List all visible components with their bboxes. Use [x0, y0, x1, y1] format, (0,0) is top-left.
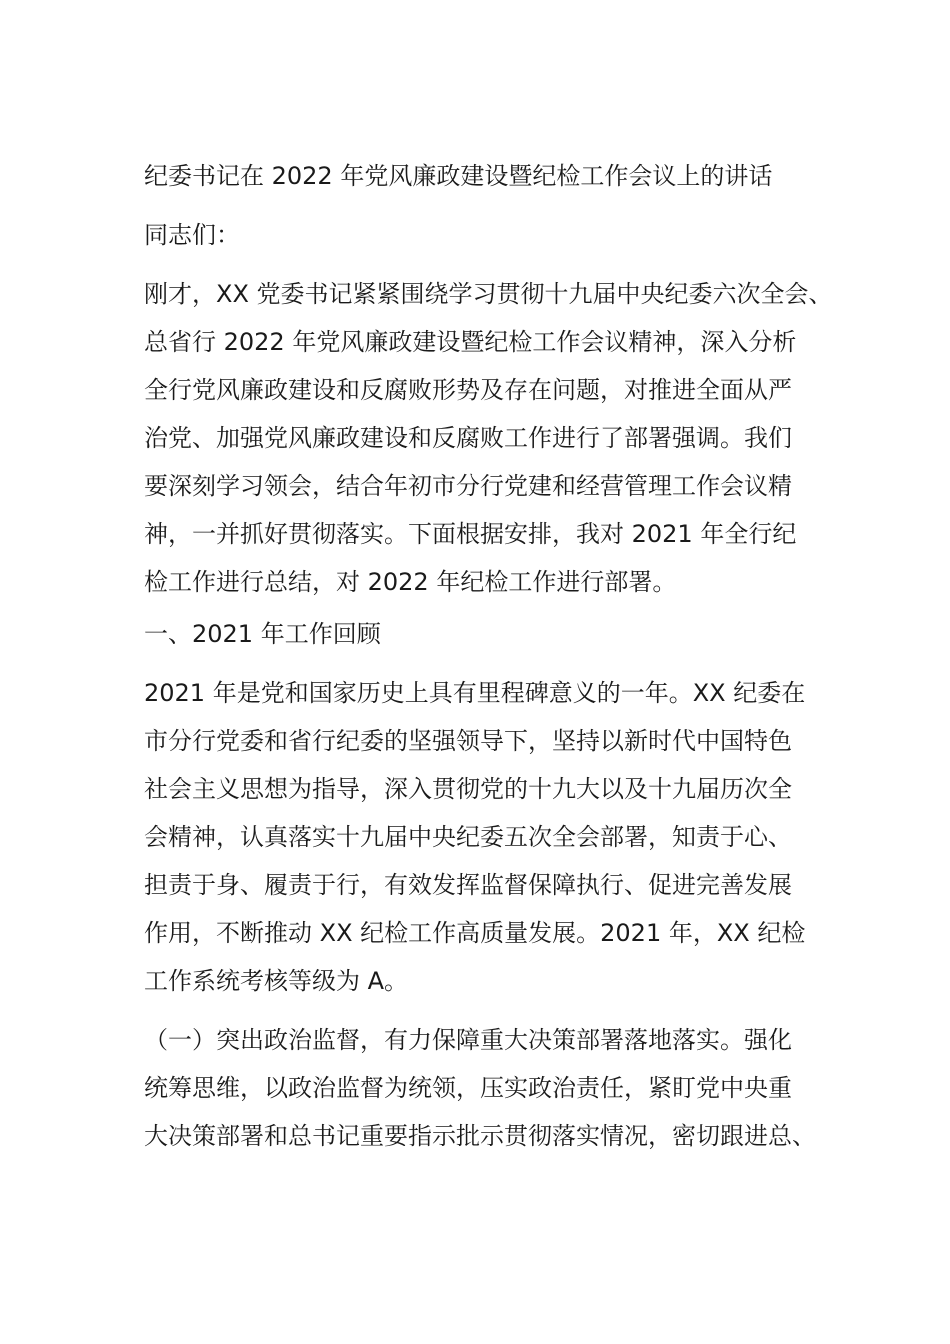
- paragraph-line: 全行党风廉政建设和反腐败形势及存在问题，对推进全面从严: [144, 376, 792, 404]
- paragraph-political-supervision: [144, 1016, 816, 1160]
- paragraph-review: [144, 669, 816, 1005]
- paragraph-line: 神，一并抓好贯彻落实。下面根据安排，我对 2021 年全行纪: [144, 520, 797, 548]
- paragraph-line: 社会主义思想为指导，深入贯彻党的十九大以及十九届历次全: [144, 775, 792, 803]
- paragraph-line: 大决策部署和总书记重要指示批示贯彻落实情况，密切跟进总、: [144, 1122, 816, 1150]
- paragraph-line: （一）突出政治监督，有力保障重大决策部署落地落实。强化: [144, 1026, 792, 1054]
- paragraph-line: 2021 年是党和国家历史上具有里程碑意义的一年。XX 纪委在: [144, 679, 806, 707]
- paragraph-line: 作用，不断推动 XX 纪检工作高质量发展。2021 年，XX 纪检: [144, 919, 806, 947]
- section-heading: 一、2021 年工作回顾: [144, 620, 381, 648]
- paragraph-line: 市分行党委和省行纪委的坚强领导下，坚持以新时代中国特色: [144, 727, 792, 755]
- salutation: 同志们：: [144, 221, 240, 249]
- paragraph-line: 刚才，XX 党委书记紧紧围绕学习贯彻十九届中央纪委六次全会、: [144, 280, 833, 308]
- paragraph-line: 会精神，认真落实十九届中央纪委五次全会部署，知责于心、: [144, 823, 792, 851]
- document-title: 纪委书记在 2022 年党风廉政建设暨纪检工作会议上的讲话: [144, 162, 773, 190]
- paragraph-line: 统筹思维，以政治监督为统领，压实政治责任，紧盯党中央重: [144, 1074, 792, 1102]
- paragraph-opening: [144, 270, 833, 606]
- paragraph-line: 检工作进行总结，对 2022 年纪检工作进行部署。: [144, 568, 677, 596]
- paragraph-line: 总省行 2022 年党风廉政建设暨纪检工作会议精神，深入分析: [144, 328, 797, 356]
- paragraph-line: 治党、加强党风廉政建设和反腐败工作进行了部署强调。我们: [144, 424, 792, 452]
- paragraph-line: 担责于身、履责于行，有效发挥监督保障执行、促进完善发展: [144, 871, 792, 899]
- paragraph-line: 工作系统考核等级为 A。: [144, 967, 409, 995]
- paragraph-line: 要深刻学习领会，结合年初市分行党建和经营管理工作会议精: [144, 472, 792, 500]
- document-body: [144, 152, 833, 1160]
